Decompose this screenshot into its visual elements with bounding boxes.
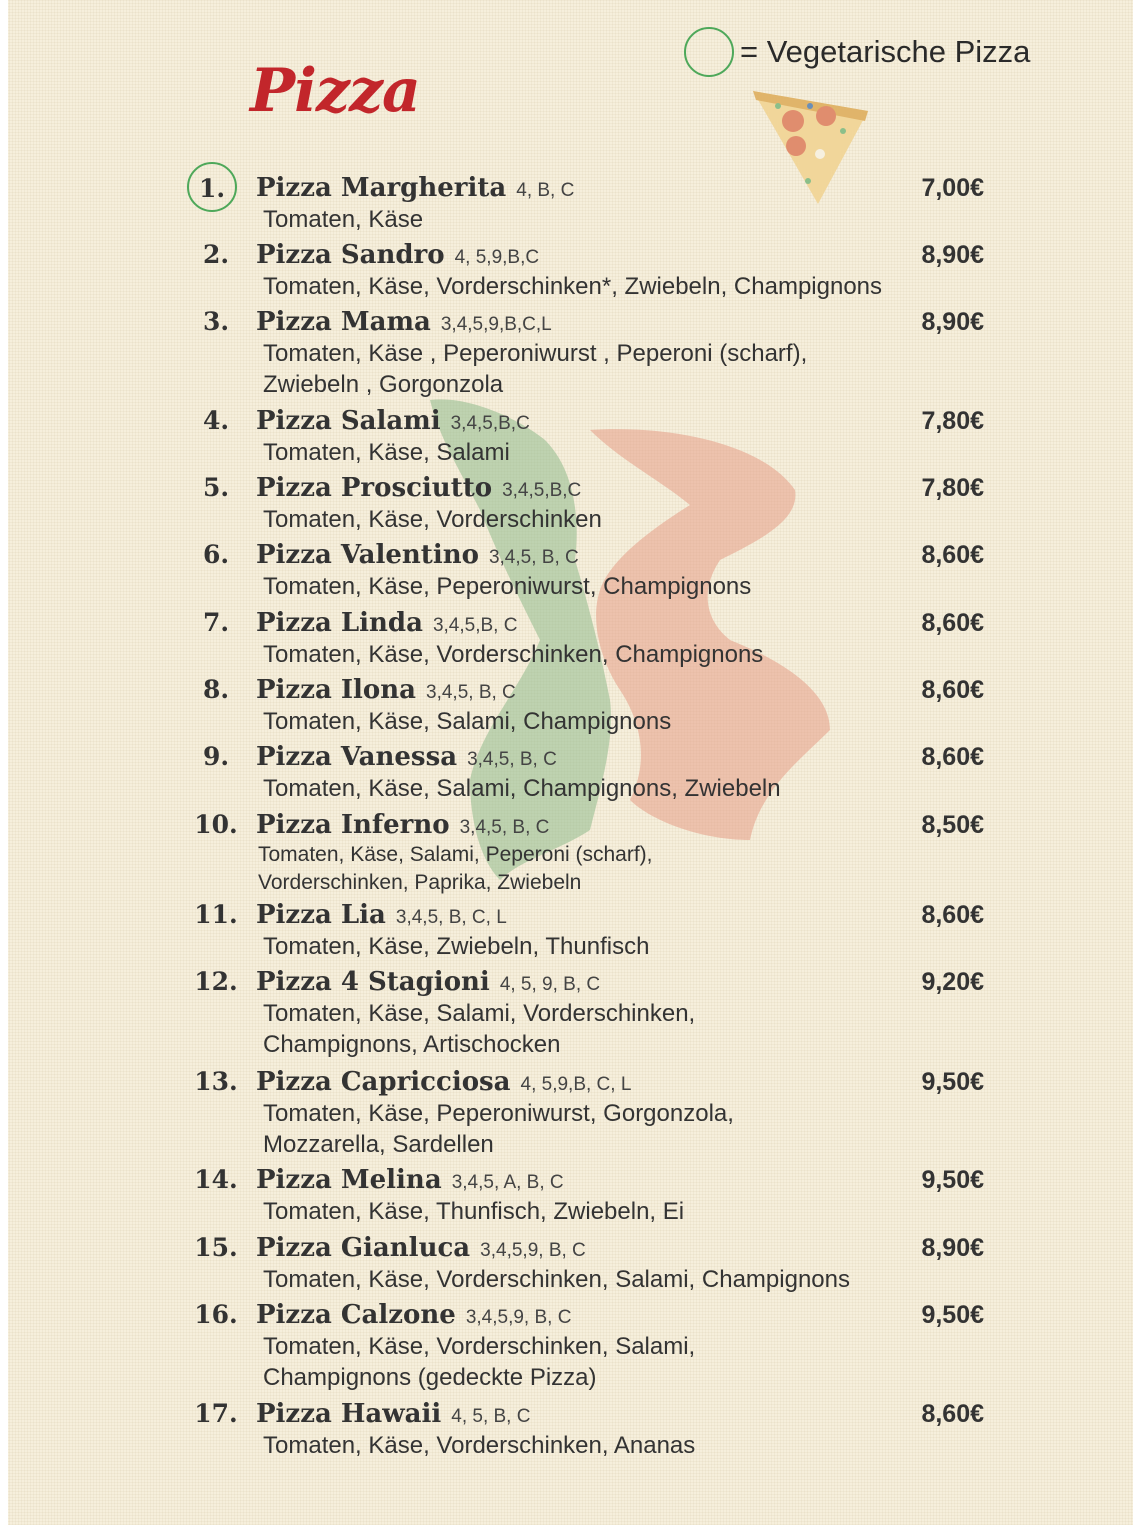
item-price: 8,60€ (921, 676, 984, 704)
item-price: 9,50€ (921, 1068, 984, 1096)
item-description-line: Mozzarella, Sardellen (263, 1131, 494, 1158)
menu-item (0, 605, 1133, 668)
menu-item-header (0, 170, 1133, 206)
menu-item-header (0, 807, 1133, 843)
item-number: 14. (194, 1165, 238, 1194)
item-allergen-codes: 3,4,5,B, C (432, 615, 518, 636)
item-description (263, 706, 671, 737)
item-number: 2. (202, 240, 230, 269)
item-description (263, 338, 807, 400)
item-price: 8,60€ (921, 541, 984, 569)
item-description-line: Tomaten, Käse, Salami (263, 439, 510, 466)
item-description-line: Tomaten, Käse, Vorderschinken, Champignons (263, 641, 764, 668)
menu-item-header (0, 304, 1133, 340)
item-number: 6. (202, 540, 230, 569)
page-title: Pizza (250, 56, 420, 126)
vegetarian-circle-icon (684, 27, 734, 77)
menu-item-header (0, 739, 1133, 775)
item-allergen-codes: 4, 5,9,B, C, L (520, 1074, 632, 1095)
menu-item (0, 672, 1133, 735)
item-name-text: Pizza Calzone (256, 1300, 456, 1330)
item-name-text: Pizza Valentino (256, 540, 479, 570)
item-price: 8,60€ (921, 609, 984, 637)
item-allergen-codes: 3,4,5,B,C (450, 413, 530, 434)
item-name-text: Pizza Melina (256, 1165, 442, 1195)
item-name-text: Pizza Sandro (256, 240, 445, 270)
menu-item-header (0, 897, 1133, 933)
item-name-text: Pizza Salami (256, 406, 441, 436)
item-number: 11. (194, 900, 238, 929)
menu-item-header (0, 1162, 1133, 1198)
menu-item-header (0, 1297, 1133, 1333)
item-description-line: Champignons (gedeckte Pizza) (263, 1364, 597, 1391)
item-price: 8,90€ (921, 1234, 984, 1262)
menu-item (0, 470, 1133, 533)
item-description-line: Tomaten, Käse, Vorderschinken, Ananas (263, 1432, 696, 1459)
menu-item-header (0, 672, 1133, 708)
item-allergen-codes: 4, 5,9,B,C (454, 247, 540, 268)
item-description (263, 773, 781, 804)
item-name-text: Pizza Gianluca (256, 1233, 471, 1263)
item-name-text: Pizza Lia (256, 900, 386, 930)
menu-item-header (0, 237, 1133, 273)
item-description-line: Tomaten, Käse (263, 206, 424, 233)
menu-item (0, 1297, 1133, 1391)
menu-item-header (0, 1230, 1133, 1266)
item-number: 12. (194, 967, 238, 996)
item-name-text: Pizza Ilona (256, 675, 416, 705)
item-description-line: Tomaten, Käse, Thunfisch, Zwiebeln, Ei (263, 1198, 685, 1225)
item-description-line: Tomaten, Käse, Vorderschinken (263, 506, 602, 533)
item-number: 15. (194, 1233, 238, 1262)
menu-item (0, 964, 1133, 1058)
menu-item (0, 897, 1133, 960)
item-allergen-codes: 3,4,5, B, C (426, 682, 516, 703)
item-price: 8,90€ (921, 241, 984, 269)
item-price: 8,60€ (921, 1400, 984, 1428)
item-description (263, 271, 882, 302)
menu-item (0, 1162, 1133, 1225)
menu-item (0, 807, 1133, 894)
item-name-text: Pizza Inferno (256, 810, 450, 840)
item-price: 7,80€ (921, 407, 984, 435)
item-price: 9,50€ (921, 1301, 984, 1329)
item-allergen-codes: 3,4,5,9,B,C,L (440, 314, 552, 335)
item-description (263, 931, 649, 962)
item-description-line: Tomaten, Käse, Salami, Peperoni (scharf), (258, 843, 653, 866)
item-description (263, 437, 510, 468)
item-allergen-codes: 3,4,5,B,C (502, 480, 582, 501)
item-name-text: Pizza Vanessa (256, 742, 458, 772)
item-description (263, 639, 763, 670)
item-allergen-codes: 4, 5, 9, B, C (499, 974, 601, 995)
item-number: 8. (202, 675, 230, 704)
item-description (263, 1331, 695, 1393)
item-number: 9. (202, 742, 230, 771)
item-price: 9,20€ (921, 968, 984, 996)
menu-item (0, 1396, 1133, 1459)
item-price: 7,00€ (921, 174, 984, 202)
item-price: 7,80€ (921, 474, 984, 502)
item-allergen-codes: 3,4,5, B, C (459, 817, 550, 838)
item-allergen-codes: 3,4,5, A, B, C (451, 1172, 564, 1193)
menu-item (0, 1064, 1133, 1158)
item-description-line: Tomaten, Käse, Zwiebeln, Thunfisch (263, 933, 650, 960)
item-description-line: Tomaten, Käse, Vorderschinken, Salami, Champignons (263, 1266, 850, 1293)
item-description-line: Zwiebeln , Gorgonzola (263, 371, 504, 398)
item-price: 8,60€ (921, 901, 984, 929)
item-number: 3. (202, 307, 230, 336)
menu-item (0, 1230, 1133, 1293)
item-name-text: Pizza Mama (256, 307, 431, 337)
item-description-line: Tomaten, Käse, Vorderschinken*, Zwiebeln, Champignons (263, 273, 883, 300)
vegetarian-legend (684, 26, 1030, 78)
item-name-text: Pizza Prosciutto (256, 473, 493, 503)
item-name-text: Pizza Linda (256, 608, 423, 638)
item-description-line: Tomaten, Käse, Vorderschinken, Salami, (263, 1333, 696, 1360)
item-description (263, 1098, 734, 1160)
menu-item (0, 739, 1133, 802)
menu-item (0, 237, 1133, 300)
item-price: 8,90€ (921, 308, 984, 336)
item-number: 4. (202, 406, 230, 435)
item-allergen-codes: 3,4,5,9, B, C (465, 1307, 572, 1328)
menu-item-header (0, 964, 1133, 1000)
item-description-line: Tomaten, Käse, Salami, Champignons (263, 708, 672, 735)
menu-item-header (0, 1064, 1133, 1100)
item-description (263, 1264, 850, 1295)
item-description (263, 1196, 684, 1227)
item-description-line: Tomaten, Käse, Peperoniwurst, Gorgonzola, (263, 1100, 734, 1127)
item-allergen-codes: 3,4,5,9, B, C (480, 1240, 586, 1261)
item-name-text: Pizza Margherita (256, 173, 507, 203)
item-price: 9,50€ (921, 1166, 984, 1194)
menu-item (0, 537, 1133, 600)
item-description (263, 204, 423, 235)
item-allergen-codes: 4, 5, B, C (451, 1406, 531, 1427)
item-description (263, 1430, 695, 1461)
item-number: 7. (202, 608, 230, 637)
item-number: 13. (194, 1067, 238, 1096)
menu-item-header (0, 605, 1133, 641)
item-description (263, 571, 751, 602)
item-name-text: Pizza 4 Stagioni (256, 967, 490, 997)
item-allergen-codes: 3,4,5, B, C, L (395, 907, 507, 928)
item-number: 17. (194, 1399, 238, 1428)
menu-item-header (0, 403, 1133, 439)
item-name-text: Pizza Hawaii (256, 1399, 442, 1429)
menu-item-header (0, 470, 1133, 506)
legend-text: = Vegetarische Pizza (740, 34, 1031, 69)
menu-item (0, 170, 1133, 233)
item-description (263, 504, 602, 535)
item-allergen-codes: 3,4,5, B, C (467, 749, 557, 770)
menu-item (0, 403, 1133, 466)
item-description-line: Champignons, Artischocken (263, 1031, 561, 1058)
item-description-line: Tomaten, Käse, Salami, Champignons, Zwiebeln (263, 775, 781, 802)
item-price: 8,50€ (921, 811, 984, 839)
item-number: 16. (194, 1300, 238, 1329)
item-description (263, 998, 695, 1060)
menu-item-header (0, 537, 1133, 573)
item-number: 10. (194, 810, 238, 839)
item-description-line: Tomaten, Käse, Salami, Vorderschinken, (263, 1000, 696, 1027)
item-number: 1. (187, 162, 237, 212)
menu-item (0, 304, 1133, 398)
menu-item-header (0, 1396, 1133, 1432)
item-description (258, 841, 653, 897)
item-description-line: Tomaten, Käse, Peperoniwurst, Champignons (263, 573, 752, 600)
item-allergen-codes: 4, B, C (516, 180, 575, 201)
item-description-line: Tomaten, Käse , Peperoniwurst , Peperoni (scharf), (263, 340, 808, 367)
item-name-text: Pizza Capricciosa (256, 1067, 511, 1097)
item-allergen-codes: 3,4,5, B, C (488, 547, 579, 568)
item-price: 8,60€ (921, 743, 984, 771)
item-number: 5. (202, 473, 230, 502)
item-description-line: Vorderschinken, Paprika, Zwiebeln (258, 871, 582, 894)
